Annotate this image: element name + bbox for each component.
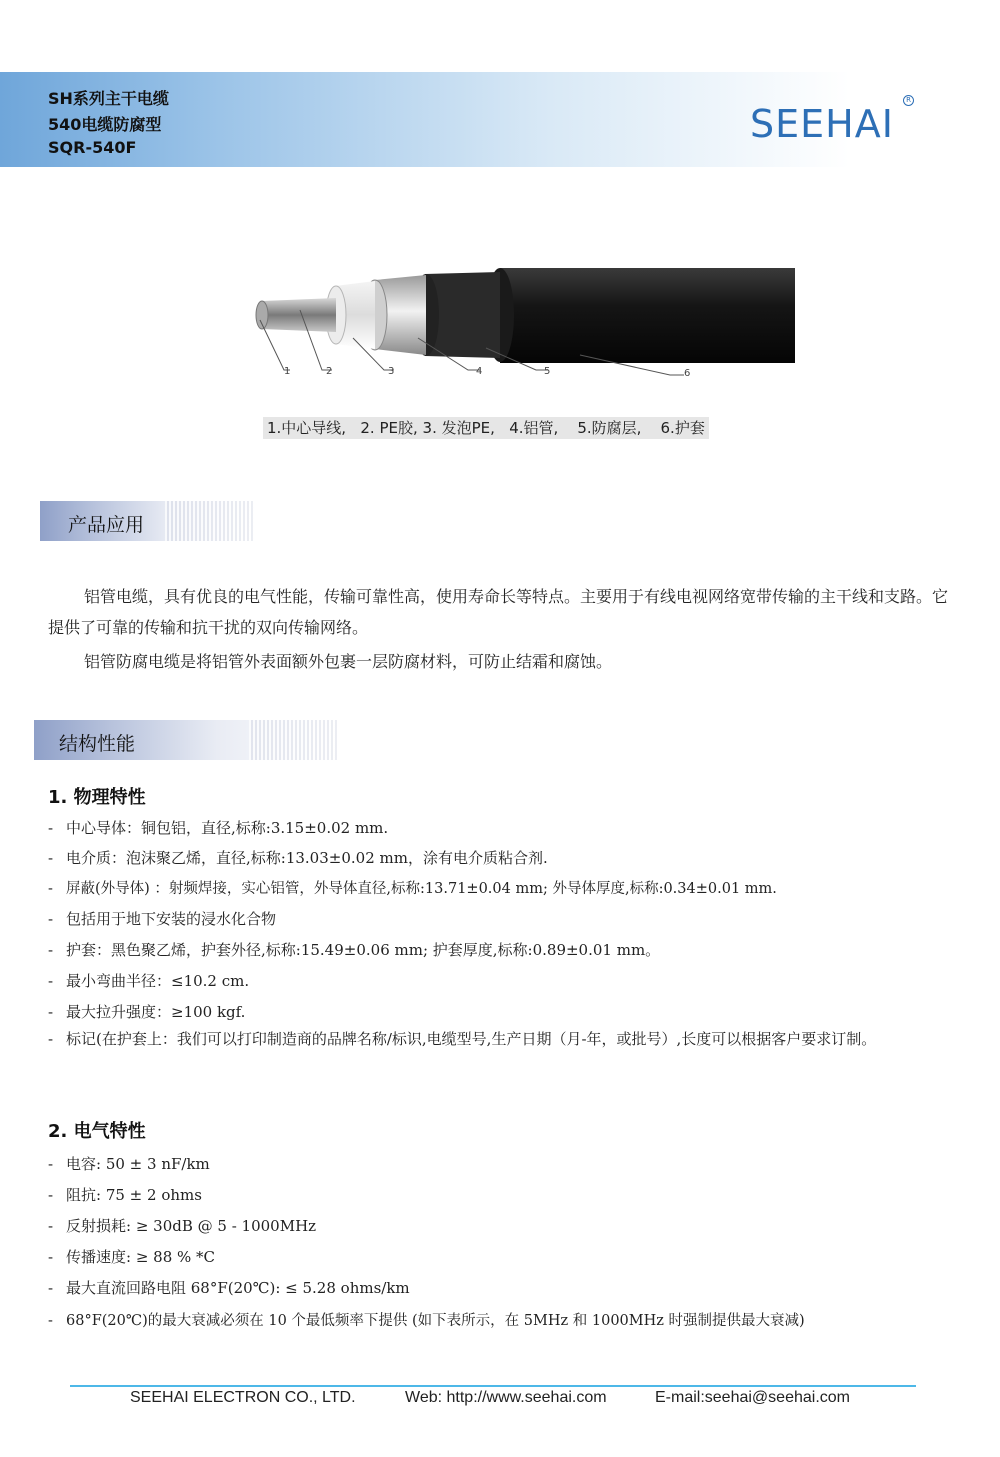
- footer-company: SEEHAI ELECTRON CO., LTD.: [130, 1389, 356, 1406]
- electrical-item: - 反射损耗: ≥ 30dB @ 5 - 1000MHz: [48, 1217, 317, 1235]
- footer-email[interactable]: E-mail:seehai@seehai.com: [655, 1389, 850, 1406]
- physical-item: - 护套：黑色聚乙烯，护套外径,标称:15.49±0.06 mm; 护套厚度,标称:0.89±0.01 mm。: [48, 941, 661, 959]
- diagram-label-5: 5: [544, 366, 551, 377]
- physical-item: - 最大拉升强度：≥100 kgf.: [48, 1003, 246, 1021]
- physical-item: - 中心导体：铜包铝，直径,标称:3.15±0.02 mm.: [48, 819, 389, 837]
- cable-structure-diagram: [250, 260, 810, 390]
- electrical-item: - 阻抗: 75 ± 2 ohms: [48, 1186, 202, 1204]
- physical-item: - 屏蔽(外导体) ：射频焊接，实心铝管，外导体直径,标称:13.71±0.04 mm; 外导体厚度,标称:0.34±0.01 mm.: [48, 881, 777, 897]
- header-series-title: SH系列主干电缆: [48, 89, 169, 108]
- seehai-logo: SEEHAI: [750, 102, 894, 146]
- diagram-label-6: 6: [684, 368, 691, 379]
- diagram-label-1: 1: [284, 366, 291, 377]
- electrical-item: - 最大直流回路电阻 68°F(20℃): ≤ 5.28 ohms/km: [48, 1279, 410, 1297]
- physical-item: - 标记(在护套上：我们可以打印制造商的品牌名称/标识,电缆型号,生产日期（月-年，或批号）,长度可以根据客户要求订制。: [48, 1030, 877, 1048]
- diagram-label-4: 4: [476, 366, 483, 377]
- application-paragraph-1: 铝管电缆，具有优良的电气性能，传输可靠性高，使用寿命长等特点。主要用于有线电视网络宽带传输的主干线和支路。它提供了可靠的传输和抗干扰的双向传输网络。: [48, 587, 949, 637]
- electrical-item: - 传播速度: ≥ 88 % *C: [48, 1248, 216, 1266]
- physical-item: - 电介质：泡沫聚乙烯，直径,标称:13.03±0.02 mm，涂有电介质粘合剂.: [48, 849, 548, 867]
- jacket-layer: [500, 268, 795, 363]
- header-product-title: 540电缆防腐型: [48, 115, 162, 134]
- electrical-item: - 电容: 50 ± 3 nF/km: [48, 1155, 210, 1173]
- header-model-code: SQR-540F: [48, 138, 137, 157]
- footer-divider: [70, 1385, 916, 1387]
- diagram-label-3: 3: [388, 366, 395, 377]
- physical-properties-heading: 1. 物理特性: [48, 787, 146, 808]
- physical-item: - 包括用于地下安装的浸水化合物: [48, 910, 277, 928]
- center-conductor: [262, 298, 336, 332]
- diagram-label-2: 2: [326, 366, 333, 377]
- registered-mark: R: [903, 95, 914, 106]
- application-paragraph-2: 铝管防腐电缆是将铝管外表面额外包裹一层防腐材料，可防止结霜和腐蚀。: [84, 652, 613, 671]
- footer-website[interactable]: Web: http://www.seehai.com: [405, 1389, 607, 1406]
- electrical-item: - 68°F(20℃)的最大衰减必须在 10 个最低频率下提供 (如下表所示，在 5MHz 和 1000MHz 时强制提供最大衰减): [48, 1313, 805, 1329]
- electrical-properties-heading: 2. 电气特性: [48, 1121, 146, 1142]
- section-title-application: 产品应用: [68, 514, 145, 536]
- diagram-caption: 1.中心导线, 2. PE胶, 3. 发泡PE, 4.铝管, 5.防腐层, 6.护套: [263, 417, 709, 439]
- section-header-application: [40, 501, 255, 541]
- section-header-structure: [34, 720, 339, 760]
- section-title-structure: 结构性能: [59, 733, 136, 755]
- physical-item: - 最小弯曲半径：≤10.2 cm.: [48, 972, 250, 990]
